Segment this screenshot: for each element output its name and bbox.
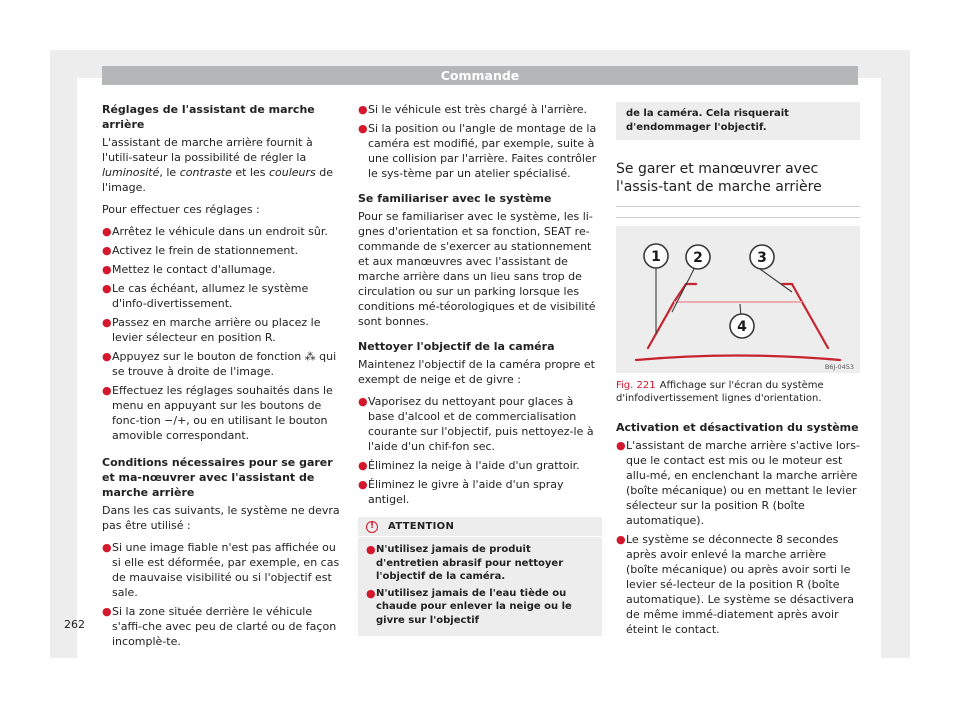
list-item: ● Activez le frein de stationnement. (102, 244, 299, 257)
list-item: ● Vaporisez du nettoyant pour glaces à base d'alcool et de commercialisation courante sur l'objectif, puis nettoyez-le à l'aide d'un chif-fon sec. (358, 395, 594, 453)
attention-title: ATTENTION (388, 521, 455, 532)
heading-reglages: Réglages de l'assistant de marche arrière (102, 103, 315, 131)
list-item: ● Si le véhicule est très chargé à l'arrière. (358, 103, 588, 116)
bullet-icon: ● (102, 225, 112, 238)
list-item: ● Mettez le contact d'allumage. (102, 263, 276, 276)
list-item: ● N'utilisez jamais de l'eau tiède ou chaude pour enlever la neige ou le givre sur l'objectif (366, 586, 572, 626)
list-item: ● Le cas échéant, allumez le système d'info-divertissement. (102, 282, 309, 310)
list-item: ● Effectuez les réglages souhaités dans le menu en appuyant sur les boutons de fonc-tion −/+, ou en utilisant le bouton amovible correspondant. (102, 384, 333, 442)
list-item: ● Si la position ou l'angle de montage de la caméra est modifié, par exemple, suite à une collision par l'arrière. Faites contrôler le sys-tème par un atelier spécialisé. (358, 122, 597, 180)
conditions-intro: Dans les cas suivants, le système ne devra pas être utilisé : (102, 504, 340, 532)
svg-text:4: 4 (737, 319, 747, 335)
bullet-icon: ● (366, 586, 376, 600)
callout-2 (686, 245, 710, 269)
bullet-icon: ● (358, 478, 368, 491)
list-item: ● Arrêtez le véhicule dans un endroit sûr. (102, 225, 328, 238)
bullet-icon: ● (102, 263, 112, 276)
list-item: ● Si une image fiable n'est pas affichée ou si elle est déformée, par exemple, en cas de mauvaise visibilité ou si l'objectif est sale. (102, 541, 340, 599)
figure-code: B6J-0453 (824, 363, 854, 371)
list-item: ● Passez en marche arrière ou placez le levier sélecteur en position R. (102, 316, 321, 344)
bullet-icon: ● (358, 103, 368, 116)
bullet-icon: ● (358, 459, 368, 472)
attention-box (358, 517, 602, 636)
column-3 (616, 102, 860, 641)
attention-body (358, 537, 602, 636)
section-title: Se garer et manœuvrer avec l'assis-tant de marche arrière (616, 160, 860, 207)
list-item: ● Éliminez le givre à l'aide d'un spray antigel. (358, 478, 564, 506)
svg-text:1: 1 (651, 249, 661, 265)
bullet-icon: ● (358, 122, 368, 135)
bullet-icon: ● (102, 282, 112, 295)
section-header: Commande (102, 66, 858, 85)
bullet-icon: ● (102, 316, 112, 329)
bullet-icon: ● (102, 541, 112, 554)
callout-3 (750, 245, 774, 269)
callout-1 (644, 244, 668, 268)
bullet-icon: ● (102, 350, 112, 363)
bullet-icon: ● (366, 543, 376, 556)
svg-text:3: 3 (757, 250, 767, 266)
heading-familiariser: Se familiariser avec le système (358, 192, 552, 205)
bullet-icon: ● (102, 605, 112, 618)
column-2 (358, 102, 602, 636)
bullet-icon: ● (616, 439, 626, 452)
list-item: ● Le système se déconnecte 8 secondes après avoir enlevé la marche arrière (boîte mécanique) ou après avoir sorti le levier sé-lecteur de la position R (boîte automatique). Le système se désactivera de même immé-diatement après avoir éteint le contact. (616, 533, 854, 636)
list-item: ● N'utilisez jamais de produit d'entretien abrasif pour nettoyer l'objectif de la caméra. (366, 543, 564, 582)
column-1 (102, 102, 342, 653)
familiariser-paragraph: Pour se familiariser avec le système, les li-gnes d'orientation et sa fonction, SEAT re-commande de s'exercer au stationnement et aux manœuvres avec l'assistant de marche arrière dans un lieu sans trop de circulation ou sur un parking lorsque les conditions mé-téorologiques et de visibilité sont bonnes. (358, 210, 596, 328)
nettoyer-paragraph: Maintenez l'objectif de la caméra propre et exempt de neige et de givre : (358, 358, 595, 386)
bullet-icon: ● (102, 384, 112, 397)
list-item: ● Si la zone située derrière le véhicule s'affi-che avec peu de clarté ou de façon incomplè-te. (102, 605, 337, 648)
callout-4 (730, 314, 754, 338)
warning-icon: ! (366, 521, 378, 533)
bullet-icon: ● (616, 533, 626, 546)
figure-caption: Fig. 221 Affichage sur l'écran du système d'infodivertissement lignes d'orientation. (616, 380, 824, 404)
camera-display-illustration (616, 226, 860, 373)
heading-activation: Activation et désactivation du système (616, 421, 859, 434)
intro-paragraph: L'assistant de marche arrière fournit à l'utili-sateur la possibilité de régler la luminosité, le contraste et les couleurs de l'image. (102, 136, 334, 194)
bullet-icon: ● (358, 395, 368, 408)
attention-continued: de la caméra. Cela risquerait d'endommager l'objectif. (616, 102, 860, 140)
list-item: ● Éliminez la neige à l'aide d'un grattoir. (358, 459, 580, 472)
figure-221 (616, 226, 860, 373)
page-number: 262 (64, 618, 85, 631)
lead-text: Pour effectuer ces réglages : (102, 203, 260, 216)
figure-number: Fig. 221 (616, 380, 656, 391)
bullet-icon: ● (102, 244, 112, 257)
attention-header (358, 517, 602, 537)
list-item: ● Appuyez sur le bouton de fonction ⁂ qui se trouve à droite de l'image. (102, 350, 337, 378)
svg-text:2: 2 (693, 250, 703, 266)
heading-conditions: Conditions nécessaires pour se garer et ma-nœuvrer avec l'assistant de marche arrière (102, 456, 333, 499)
list-item: ● L'assistant de marche arrière s'active lors-que le contact est mis ou le moteur est allu-mé, en enclenchant la marche arrière (boîte mécanique) ou en mettant le levier sélecteur sur la position R (boîte automatique). (616, 439, 860, 527)
heading-nettoyer: Nettoyer l'objectif de la caméra (358, 340, 555, 353)
